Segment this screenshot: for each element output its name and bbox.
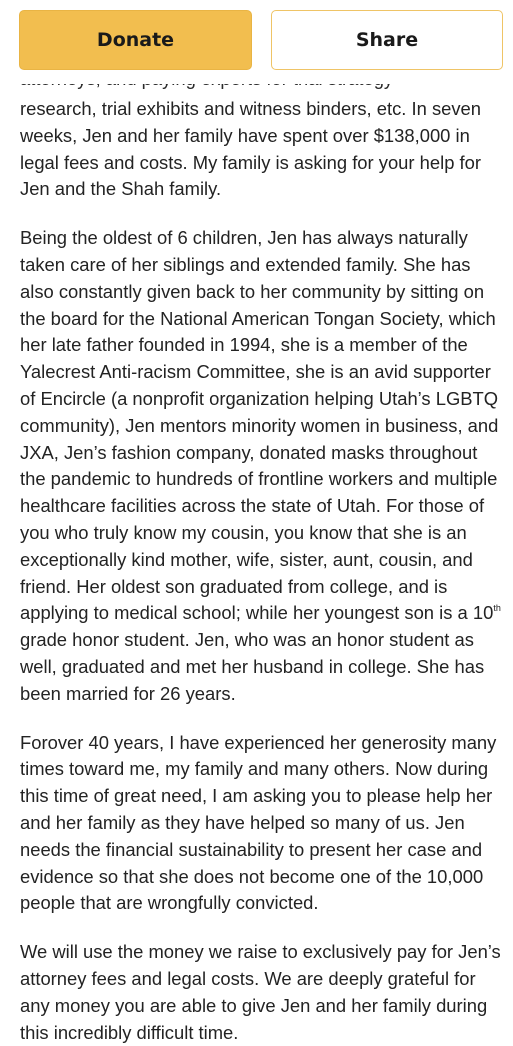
text-line: and her family as they have helped so many of us. Jen [20, 810, 500, 837]
text-line: Jen and the Shah family. [20, 176, 500, 203]
text-line: Forover 40 years, I have experienced her generosity many [20, 730, 500, 757]
text-line: this incredibly difficult time. [20, 1020, 500, 1046]
text-line: the pandemic to hundreds of frontline workers and multiple [20, 466, 500, 493]
text-line: healthcare facilities across the state of Utah. For those of [20, 493, 500, 520]
text-line: the board for the National American Tongan Society, which [20, 306, 500, 333]
text-line: also constantly given back to her community by sitting on [20, 279, 500, 306]
donate-button[interactable]: Donate [19, 10, 252, 70]
text-line: research, trial exhibits and witness binders, etc. In seven [20, 96, 500, 123]
story-paragraph-3 [20, 730, 500, 918]
text-line: her late father founded in 1994, she is a member of the [20, 332, 500, 359]
text-line: you who truly know my cousin, you know that she is an [20, 520, 500, 547]
story-paragraph-2 [20, 225, 500, 707]
text-line-main: applying to medical school; while her youngest son is a 10 [20, 602, 493, 623]
share-button[interactable]: Share [271, 10, 503, 70]
text-line: legal fees and costs. My family is asking for your help for [20, 150, 500, 177]
text-line: attorney fees and legal costs. We are deeply grateful for [20, 966, 500, 993]
ordinal-superscript: th [493, 603, 501, 613]
text-line: of Encircle (a nonprofit organization helping Utah’s LGBTQ [20, 386, 500, 413]
text-line: weeks, Jen and her family have spent over $138,000 in [20, 123, 500, 150]
text-line: Yalecrest Anti-racism Committee, she is an avid supporter [20, 359, 500, 386]
text-line: community), Jen mentors minority women in business, and [20, 413, 500, 440]
text-line: any money you are able to give Jen and her family during [20, 993, 500, 1020]
text-line: evidence so that she does not become one of the 10,000 [20, 864, 500, 891]
text-line: grade honor student. Jen, who was an honor student as [20, 627, 500, 654]
text-line: times toward me, my family and many others. Now during [20, 756, 500, 783]
text-line: needs the financial sustainability to present her case and [20, 837, 500, 864]
text-line: friend. Her oldest son graduated from college, and is [20, 574, 500, 601]
text-line: taken care of her siblings and extended family. She has [20, 252, 500, 279]
text-line: well, graduated and met her husband in college. She has [20, 654, 500, 681]
text-line: been married for 26 years. [20, 681, 500, 708]
story-body [20, 96, 500, 1046]
text-line: this time of great need, I am asking you to please help her [20, 783, 500, 810]
text-line: Being the oldest of 6 children, Jen has always naturally [20, 225, 500, 252]
text-line: JXA, Jen’s fashion company, donated masks throughout [20, 440, 500, 467]
text-line-with-superscript [20, 600, 500, 627]
text-line: people that are wrongfully convicted. [20, 890, 500, 917]
story-paragraph-4 [20, 939, 500, 1046]
text-line: exceptionally kind mother, wife, sister, aunt, cousin, and [20, 547, 500, 574]
text-line: We will use the money we raise to exclusively pay for Jen’s [20, 939, 500, 966]
story-paragraph-1 [20, 96, 500, 203]
action-bar [0, 0, 513, 84]
